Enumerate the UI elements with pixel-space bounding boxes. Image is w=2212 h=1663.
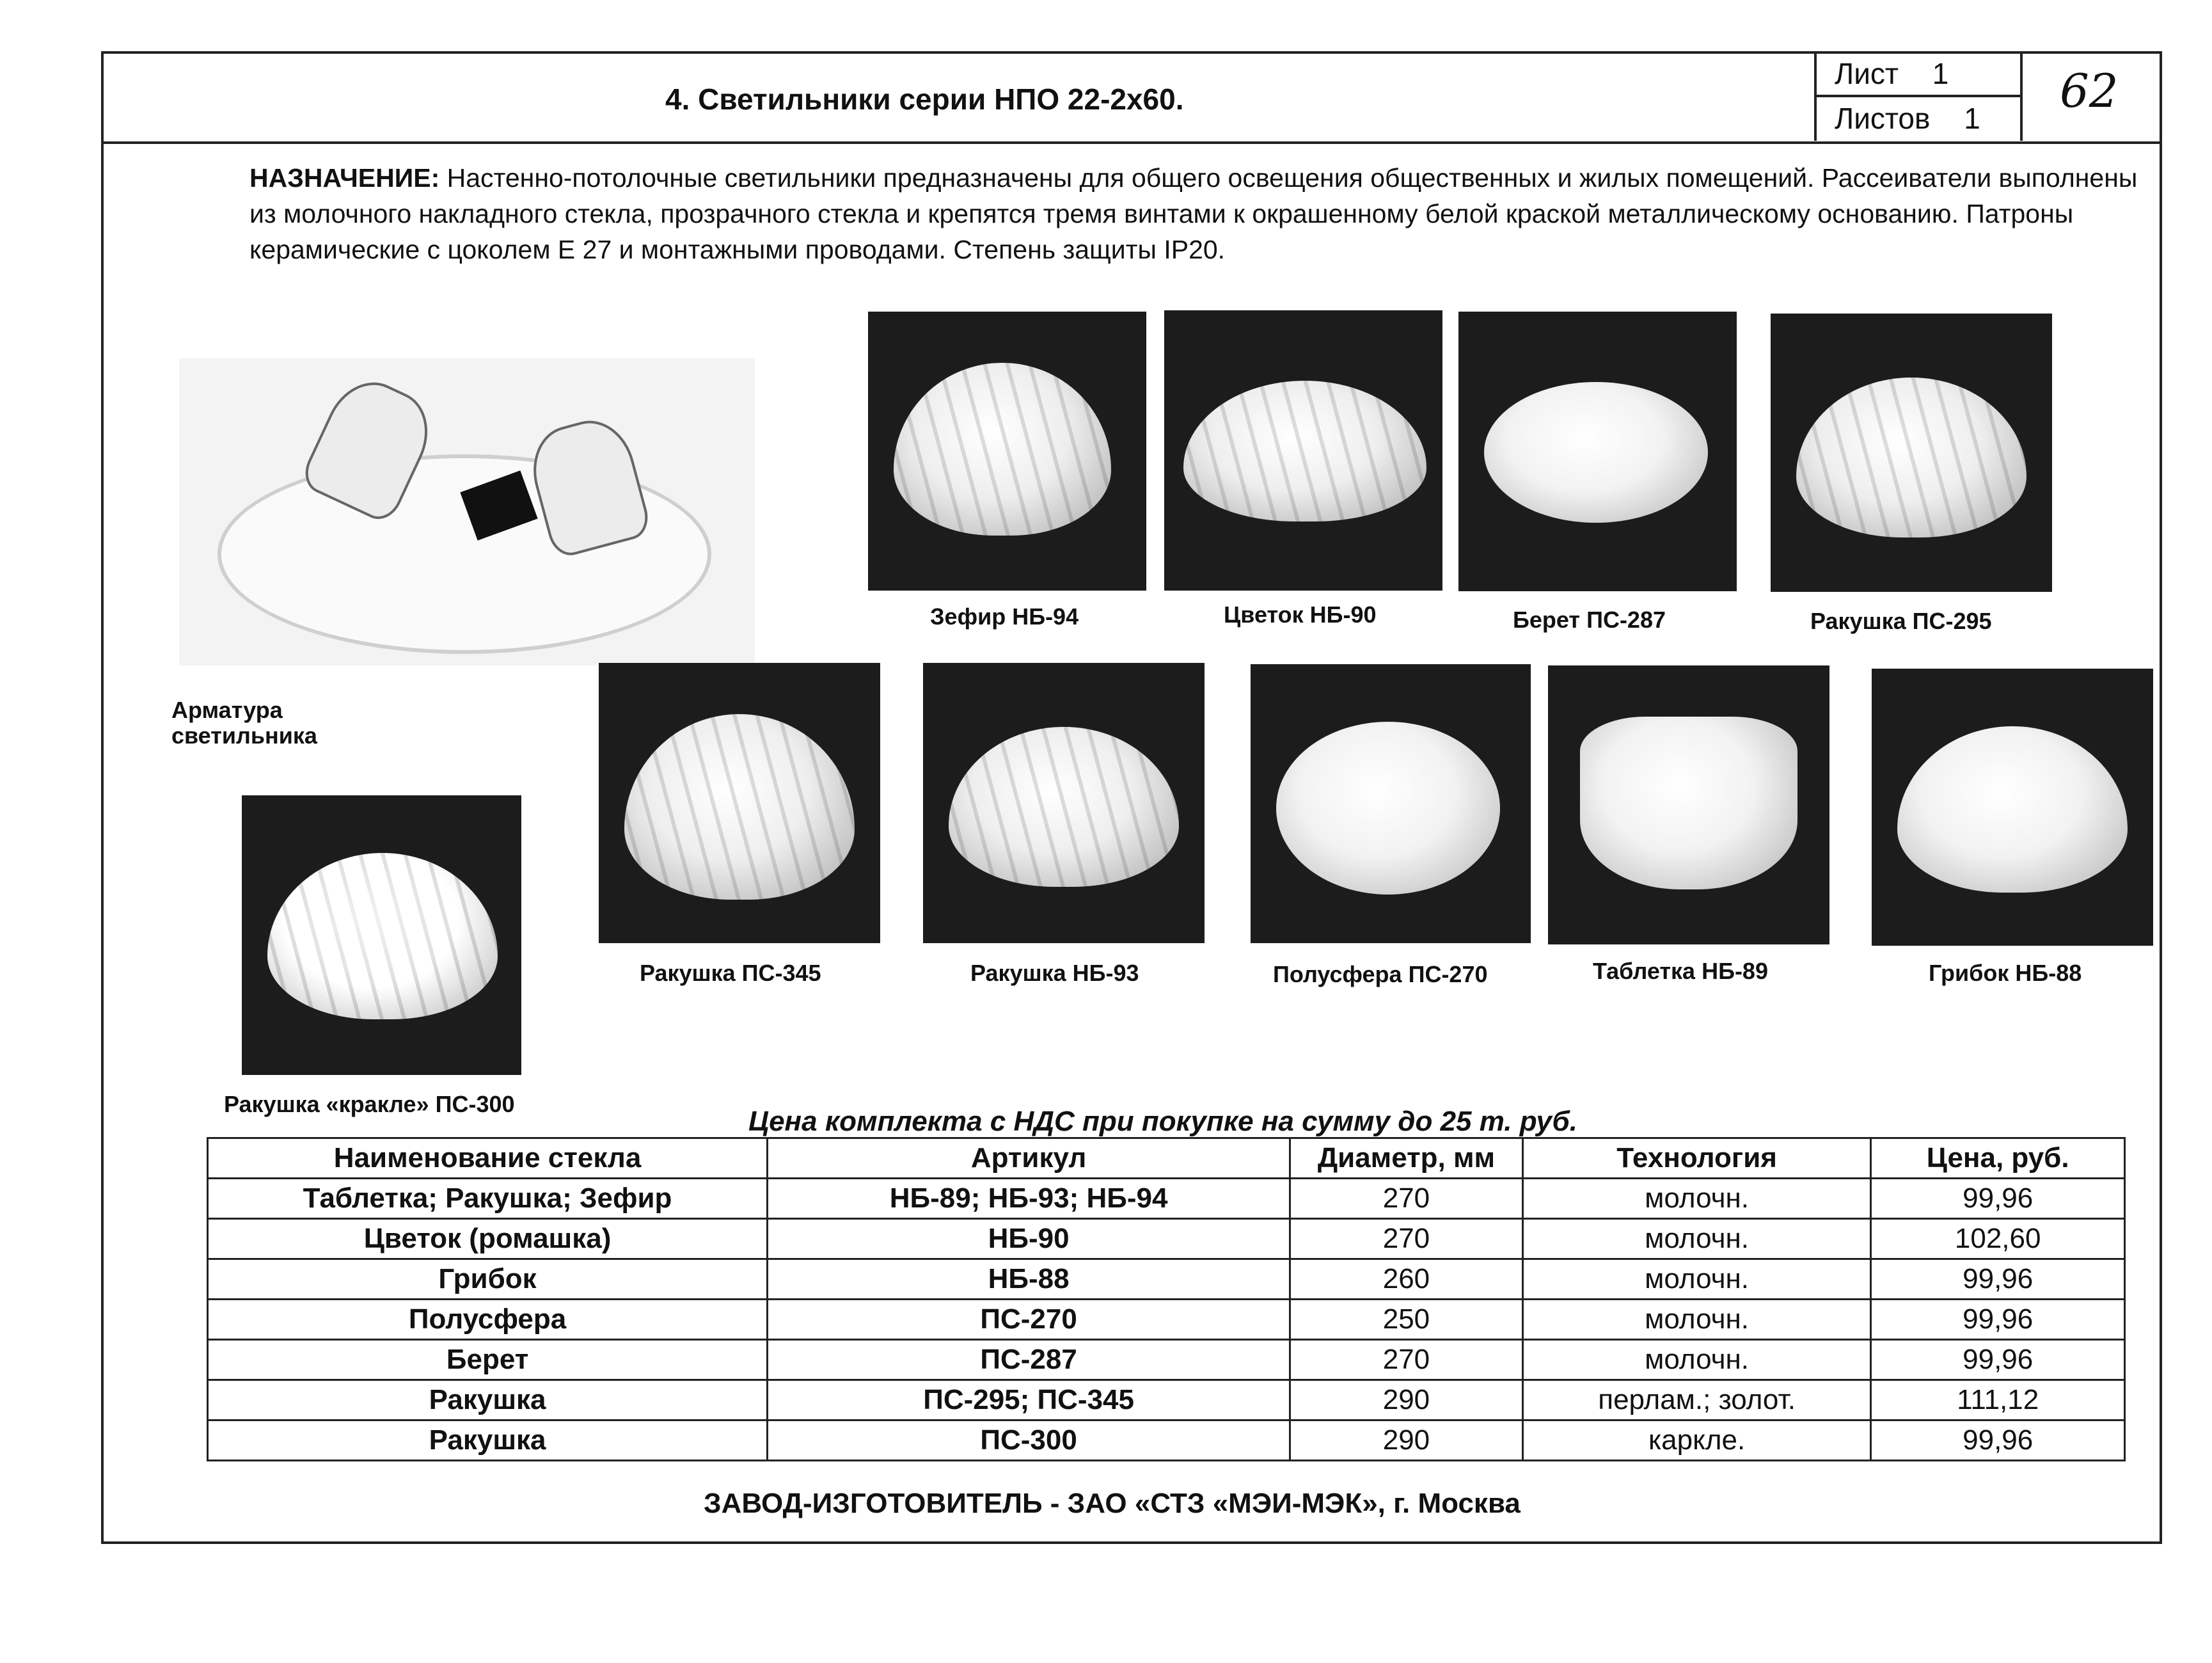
table-row [208,1300,2125,1340]
caption-polusfera: Полусфера ПС-270 [1273,961,1488,987]
caption-cvetok: Цветок НБ-90 [1224,601,1377,628]
fixture-caption-line1: Арматура [171,697,283,723]
caption-rakushka-345: Ракушка ПС-345 [640,960,821,986]
page-number: 62 [2060,64,2119,118]
photo-rakushka-nb93 [923,663,1205,943]
photo-zefir-nb94 [868,312,1146,591]
cell-diameter: 290 [1290,1420,1523,1461]
cell-article: НБ-90 [768,1219,1290,1259]
cell-article: НБ-89; НБ-93; НБ-94 [768,1179,1290,1219]
lamp-shade [1276,722,1500,895]
cell-technology: молочн. [1522,1340,1871,1380]
table-row [208,1420,2125,1461]
manufacturer-footer: ЗАВОД-ИЗГОТОВИТЕЛЬ - ЗАО «СТЗ «МЭИ-МЭК», г. Москва [704,1488,1521,1519]
cell-diameter: 270 [1290,1340,1523,1380]
table-row [208,1219,2125,1259]
cell-name: Ракушка [208,1380,768,1420]
sheet-value: 1 [1932,57,1949,90]
photo-rakushka-ps295 [1771,314,2052,592]
caption-beret: Берет ПС-287 [1513,607,1666,633]
photo-polusfera-ps270 [1251,664,1531,943]
table-header-row [208,1138,2125,1179]
lamp-shade [1580,717,1797,889]
header-cell: Технология [1522,1138,1871,1179]
lamp-shade [894,363,1111,536]
lamp-shade [1484,382,1708,523]
page-title: 4. Светильники серии НПО 22-2х60. [665,83,1184,116]
sheets-row [1817,96,2020,141]
cell-technology: каркле. [1522,1420,1871,1461]
cell-price: 99,96 [1871,1179,2125,1219]
table-row [208,1380,2125,1420]
purpose-text: Настенно-потолочные светильники предназначены для общего освещения общественных и жилых помещений. Рассеиватели выполнены из молочного накладного стекла, прозрачного стекла и крепятся тремя винтами к окрашенному белой краской металлическому основанию. Патроны керамические с цоколем Е 27 и монтажными проводами. Степень защиты IP20. [249,163,2138,264]
sheet-row [1817,51,2020,96]
table-row [208,1340,2125,1380]
cell-diameter: 290 [1290,1380,1523,1420]
header-cell: Артикул [768,1138,1290,1179]
cell-article: ПС-300 [768,1420,1290,1461]
cell-technology: молочн. [1522,1300,1871,1340]
lamp-shade [1796,378,2026,537]
photo-gribok-nb88 [1872,669,2153,946]
table-row [208,1179,2125,1219]
table-row [208,1259,2125,1300]
caption-rakushka-295: Ракушка ПС-295 [1810,608,1992,634]
cell-article: ПС-270 [768,1300,1290,1340]
lamp-shade [949,727,1179,887]
cell-diameter: 260 [1290,1259,1523,1300]
lamp-shade [1897,726,2128,893]
cell-article: НБ-88 [768,1259,1290,1300]
cell-article: ПС-287 [768,1340,1290,1380]
cell-price: 99,96 [1871,1259,2125,1300]
cell-article: ПС-295; ПС-345 [768,1380,1290,1420]
fixture-caption [171,697,317,749]
photo-beret-ps287 [1458,312,1737,591]
sheet-info-box [1814,51,2023,141]
cell-price: 99,96 [1871,1300,2125,1340]
price-table-title: Цена комплекта с НДС при покупке на сумму до 25 т. руб. [748,1106,1577,1137]
cell-diameter: 270 [1290,1179,1523,1219]
cell-technology: молочн. [1522,1179,1871,1219]
header-cell: Цена, руб. [1871,1138,2125,1179]
lamp-shade [624,714,855,900]
photo-rakushka-ps345 [599,663,880,943]
cell-technology: молочн. [1522,1219,1871,1259]
caption-crackle: Ракушка «кракле» ПС-300 [224,1091,515,1117]
caption-gribok: Грибок НБ-88 [1929,960,2082,986]
cell-name: Берет [208,1340,768,1380]
cell-price: 99,96 [1871,1340,2125,1380]
photo-cvetok-nb90 [1164,310,1442,591]
cell-technology: перлам.; золот. [1522,1380,1871,1420]
caption-zefir: Зефир НБ-94 [930,603,1079,630]
photo-tabletka-nb89 [1548,665,1829,944]
cell-name: Грибок [208,1259,768,1300]
cell-name: Цветок (ромашка) [208,1219,768,1259]
sheets-label: Листов [1835,102,1931,135]
header-cell: Наименование стекла [208,1138,768,1179]
cell-name: Ракушка [208,1420,768,1461]
lamp-shade [1183,381,1426,521]
caption-tabletka: Таблетка НБ-89 [1593,958,1768,984]
sheet-label: Лист [1835,57,1899,90]
photo-rakushka-crackle-ps300 [242,795,521,1075]
cell-name: Полусфера [208,1300,768,1340]
cell-price: 102,60 [1871,1219,2125,1259]
fixture-caption-line2: светильника [171,722,317,749]
cell-name: Таблетка; Ракушка; Зефир [208,1179,768,1219]
caption-rakushka-nb93: Ракушка НБ-93 [970,960,1139,986]
fixture-photo [179,358,755,665]
cell-diameter: 270 [1290,1219,1523,1259]
cell-price: 99,96 [1871,1420,2125,1461]
cell-price: 111,12 [1871,1380,2125,1420]
header-cell: Диаметр, мм [1290,1138,1523,1179]
price-table [207,1137,2126,1461]
purpose-paragraph [249,160,2143,267]
purpose-lead: НАЗНАЧЕНИЕ: [249,163,440,193]
cell-diameter: 250 [1290,1300,1523,1340]
lamp-shade [267,853,498,1019]
sheets-value: 1 [1964,102,1980,135]
cell-technology: молочн. [1522,1259,1871,1300]
